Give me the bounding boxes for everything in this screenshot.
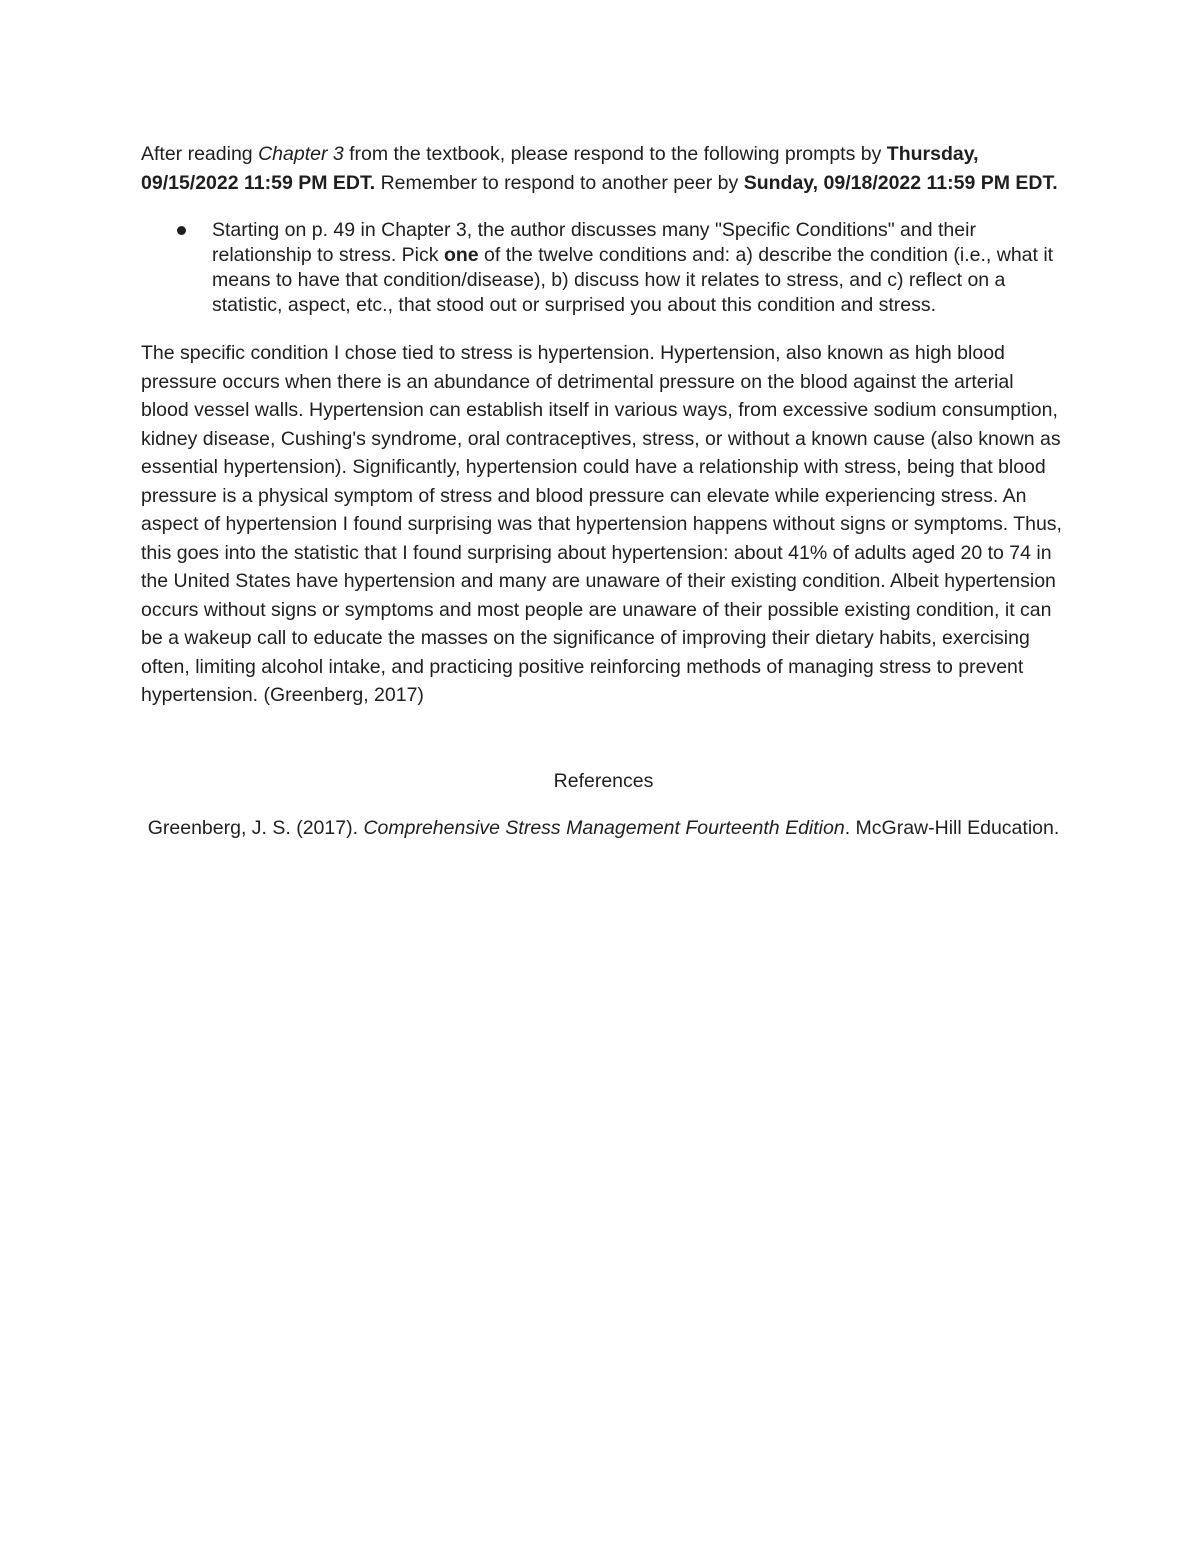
intro-text-3: Remember to respond to another peer by	[375, 171, 744, 194]
second-deadline: Sunday, 09/18/2022 11:59 PM EDT.	[743, 171, 1058, 194]
intro-text-1: After reading	[141, 143, 259, 165]
prompt-list	[141, 218, 1066, 318]
reference-title: Comprehensive Stress Management Fourteenth Edition	[363, 816, 845, 839]
references-heading: References	[553, 769, 654, 792]
document-page	[141, 140, 1066, 841]
prompt-text-1: Starting on p. 49 in Chapter 3, the author discusses many "Specific Conditions" and their relationship to stress. Pick	[212, 219, 976, 266]
chapter-reference: Chapter 3	[258, 143, 344, 165]
first-deadline: Thursday, 09/15/2022 11:59 PM EDT.	[141, 143, 979, 194]
intro-text-2: from the textbook, please respond to the following prompts by	[343, 143, 887, 165]
reference-publisher: . McGraw-Hill Education.	[844, 816, 1060, 839]
reference-author: Greenberg, J. S. (2017).	[147, 816, 364, 839]
prompt-item	[141, 218, 1066, 318]
bullet-icon	[177, 226, 186, 235]
prompt-emphasis: one	[443, 244, 479, 266]
intro-paragraph	[141, 140, 1066, 197]
response-paragraph: The specific condition I chose tied to stress is hypertension. Hypertension, also known as high blood pressure occurs when there is an abundance of detrimental pressure on the blood against the arterial blood vessel walls. Hypertension can establish itself in various ways, from excessive sodium consumption, kidney disease, Cushing's syndrome, oral contraceptives, stress, or without a known cause (also known as essential hypertension). Significantly, hypertension could have a relationship with stress, being that blood pressure is a physical symptom of stress and blood pressure can elevate while experiencing stress. An aspect of hypertension I found surprising was that hypertension happens without signs or symptoms. Thus, this goes into the statistic that I found surprising about hypertension: about 41% of adults aged 20 to 74 in the United States have hypertension and many are unaware of their existing condition. Albeit hypertension occurs without signs or symptoms and most people are unaware of their possible existing condition, it can be a wakeup call to educate the masses on the significance of improving their dietary habits, exercising often, limiting alcohol intake, and practicing positive reinforcing methods of managing stress to prevent hypertension. (Greenberg, 2017)	[141, 342, 1062, 706]
prompt-text-2: of the twelve conditions and: a) describe the condition (i.e., what it means to have that condition/disease), b) discuss how it relates to stress, and c) reflect on a statistic, aspect, etc., that stood out or surprised you about this condition and stress.	[212, 244, 1054, 316]
reference-entry	[141, 816, 1066, 841]
